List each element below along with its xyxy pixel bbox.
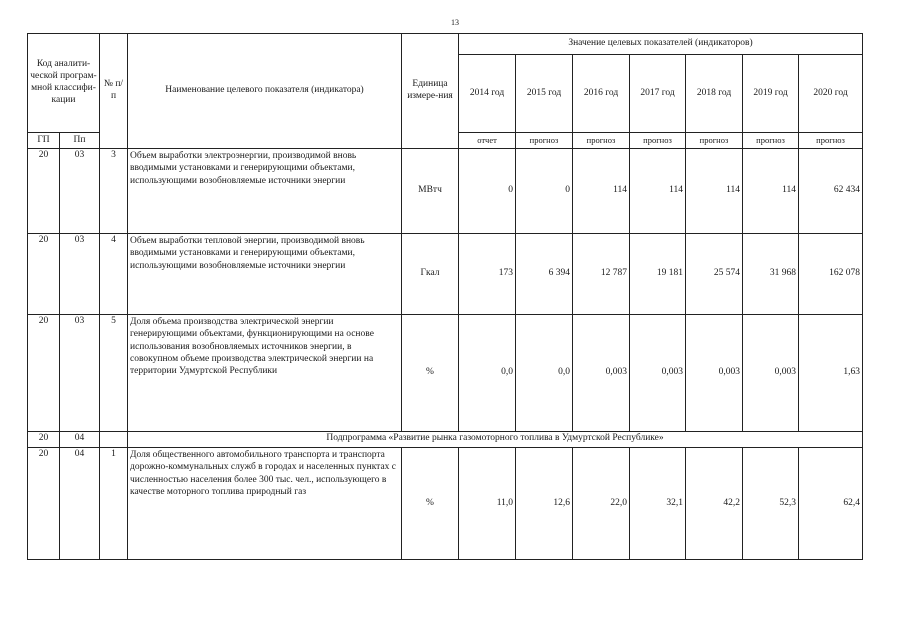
header-status: прогноз — [516, 133, 573, 149]
cell-pp: 03 — [60, 234, 100, 315]
cell-indicator-name: Объем выработки электроэнергии, производимой вновь вводимыми установками и генерирующими объектами, использующими возобновляемые источники энергии — [128, 149, 402, 234]
header-year: 2019 год — [743, 55, 799, 133]
cell-value: 62 434 — [799, 149, 863, 234]
cell-indicator-name: Доля объема производства электрической энергии генерирующими объектами, функционирующими на основе использования возобновляемых источников энергии, в совокупном объеме производства электрической энергии на территории Удмуртской Республики — [128, 315, 402, 432]
cell-value: 12 787 — [573, 234, 630, 315]
cell-value: 6 394 — [516, 234, 573, 315]
cell-unit: МВтч — [402, 149, 459, 234]
cell-value: 62,4 — [799, 448, 863, 560]
header-code-pp: Пп — [60, 133, 100, 149]
cell-pp: 03 — [60, 149, 100, 234]
cell-indicator-name: Объем выработки тепловой энергии, производимой вновь вводимыми установками и генерирующими объектами, использующими возобновляемые источники энергии — [128, 234, 402, 315]
subprogram-title: Подпрограмма «Развитие рынка газомоторного топлива в Удмуртской Республике» — [128, 432, 863, 448]
cell-value: 0,0 — [459, 315, 516, 432]
header-status: прогноз — [743, 133, 799, 149]
cell-value: 22,0 — [573, 448, 630, 560]
header-year: 2014 год — [459, 55, 516, 133]
cell-value: 42,2 — [686, 448, 743, 560]
cell-value: 32,1 — [630, 448, 686, 560]
header-code-gp: ГП — [28, 133, 60, 149]
cell-pp: 03 — [60, 315, 100, 432]
header-year: 2016 год — [573, 55, 630, 133]
cell-value: 162 078 — [799, 234, 863, 315]
cell-value: 19 181 — [630, 234, 686, 315]
cell-gp: 20 — [28, 234, 60, 315]
table-row — [28, 234, 863, 315]
header-values-group: Значение целевых показателей (индикаторов) — [459, 34, 863, 55]
header-code-group: Код аналити-ческой програм-мной классифи-кации — [28, 34, 100, 133]
cell-no — [100, 432, 128, 448]
cell-unit: % — [402, 315, 459, 432]
cell-no: 4 — [100, 234, 128, 315]
header-unit: Единица измере-ния — [402, 34, 459, 149]
cell-value: 0 — [459, 149, 516, 234]
cell-gp: 20 — [28, 448, 60, 560]
cell-value: 0,003 — [630, 315, 686, 432]
cell-unit: % — [402, 448, 459, 560]
cell-gp: 20 — [28, 149, 60, 234]
header-indicator-name: Наименование целевого показателя (индикатора) — [128, 34, 402, 149]
cell-no: 3 — [100, 149, 128, 234]
cell-gp: 20 — [28, 315, 60, 432]
cell-value: 52,3 — [743, 448, 799, 560]
cell-value: 173 — [459, 234, 516, 315]
cell-value: 114 — [686, 149, 743, 234]
cell-value: 0,003 — [743, 315, 799, 432]
cell-value: 1,63 — [799, 315, 863, 432]
header-year: 2020 год — [799, 55, 863, 133]
cell-value: 0,0 — [516, 315, 573, 432]
cell-no: 5 — [100, 315, 128, 432]
header-status: прогноз — [686, 133, 743, 149]
cell-gp: 20 — [28, 432, 60, 448]
cell-value: 0 — [516, 149, 573, 234]
header-status: прогноз — [573, 133, 630, 149]
cell-pp: 04 — [60, 432, 100, 448]
header-status: отчет — [459, 133, 516, 149]
header-row-no: № п/п — [100, 34, 128, 149]
cell-value: 114 — [630, 149, 686, 234]
header-status: прогноз — [630, 133, 686, 149]
cell-pp: 04 — [60, 448, 100, 560]
subprogram-row — [28, 432, 863, 448]
table-row — [28, 315, 863, 432]
cell-no: 1 — [100, 448, 128, 560]
cell-indicator-name: Доля общественного автомобильного транспорта и транспорта дорожно-коммунальных служб в городах и населенных пунктах с численностью населения более 300 тыс. чел., использующего в качестве моторного топлива природный газ — [128, 448, 402, 560]
cell-value: 12,6 — [516, 448, 573, 560]
header-year: 2017 год — [630, 55, 686, 133]
cell-value: 11,0 — [459, 448, 516, 560]
cell-value: 114 — [573, 149, 630, 234]
cell-value: 0,003 — [573, 315, 630, 432]
indicators-table — [27, 33, 863, 560]
cell-unit: Гкал — [402, 234, 459, 315]
cell-value: 25 574 — [686, 234, 743, 315]
table-row — [28, 448, 863, 560]
table-row — [28, 149, 863, 234]
header-year: 2015 год — [516, 55, 573, 133]
header-status: прогноз — [799, 133, 863, 149]
cell-value: 31 968 — [743, 234, 799, 315]
header-year: 2018 год — [686, 55, 743, 133]
page-number: 13 — [451, 18, 459, 27]
cell-value: 114 — [743, 149, 799, 234]
cell-value: 0,003 — [686, 315, 743, 432]
